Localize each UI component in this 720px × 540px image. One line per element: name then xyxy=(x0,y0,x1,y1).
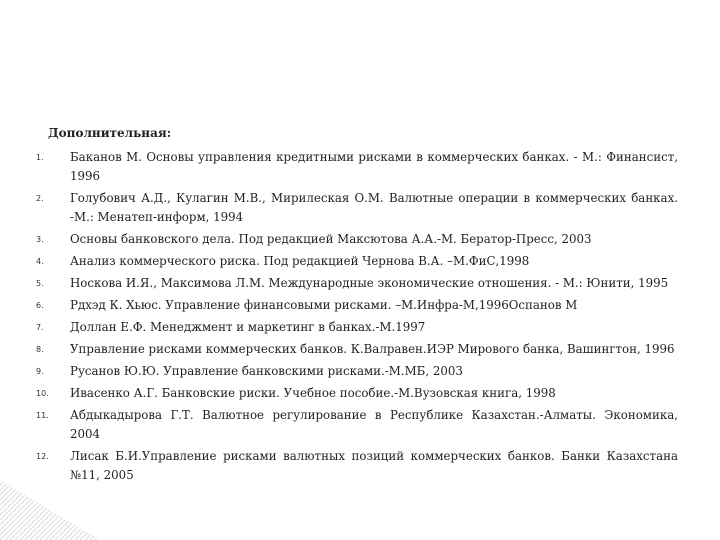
reference-item xyxy=(36,362,678,381)
decorative-corner-pattern xyxy=(0,460,110,540)
pattern-line xyxy=(90,460,110,540)
pattern-line xyxy=(80,460,110,540)
reference-number: 10. xyxy=(36,389,49,398)
reference-item xyxy=(36,318,678,337)
reference-text: Рдхэд К. Хьюс. Управление финансовыми рисками. –М.Инфра-М,1996Оспанов М xyxy=(70,298,578,312)
reference-item xyxy=(36,384,678,403)
pattern-line xyxy=(55,460,110,540)
reference-text: Голубович А.Д., Кулагин М.В., Мирилеская О.М. Валютные операции в коммерческих банках. -М.: Менатеп-информ, 1994 xyxy=(70,191,678,224)
reference-text: Носкова И.Я., Максимова Л.М. Международные экономические отношения. - М.: Юнити, 1995 xyxy=(70,276,669,290)
reference-list xyxy=(36,148,678,485)
reference-text: Анализ коммерческого риска. Под редакцией Чернова В.А. –М.ФиС,1998 xyxy=(70,254,530,268)
reference-item xyxy=(36,230,678,249)
pattern-line xyxy=(50,460,110,540)
reference-item xyxy=(36,274,678,293)
diagonal-lines-icon xyxy=(0,460,110,540)
reference-item xyxy=(36,252,678,271)
reference-item xyxy=(36,447,678,485)
reference-number: 11. xyxy=(36,411,49,420)
reference-text: Лисак Б.И.Управление рисками валютных позиций коммерческих банков. Банки Казахстана №11, 2005 xyxy=(70,449,678,482)
reference-text: Абдыкадырова Г.Т. Валютное регулирование в Республике Казахстан.-Алматы. Экономика, 2004 xyxy=(70,408,678,441)
reference-item xyxy=(36,296,678,315)
reference-number: 7. xyxy=(36,323,44,332)
reference-number: 5. xyxy=(36,279,44,288)
reference-number: 8. xyxy=(36,345,44,354)
pattern-line xyxy=(40,460,110,540)
reference-text: Основы банковского дела. Под редакцией Максютова А.А.-М. Бератор-Пресс, 2003 xyxy=(70,232,592,246)
reference-number: 9. xyxy=(36,367,44,376)
pattern-line xyxy=(0,460,80,540)
reference-item xyxy=(36,406,678,444)
reference-text: Управление рисками коммерческих банков. К.Валравен.ИЭР Мирового банка, Вашингтон, 1996 xyxy=(70,342,675,356)
pattern-line xyxy=(95,460,110,540)
reference-item xyxy=(36,148,678,186)
reference-number: 6. xyxy=(36,301,44,310)
reference-text: Русанов Ю.Ю. Управление банковскими рисками.-М.МБ, 2003 xyxy=(70,364,463,378)
reference-number: 4. xyxy=(36,257,44,266)
pattern-line xyxy=(85,460,110,540)
pattern-line xyxy=(25,460,105,540)
reference-number: 1. xyxy=(36,153,44,162)
pattern-line xyxy=(75,460,110,540)
pattern-line xyxy=(10,460,90,540)
reference-text: Ивасенко А.Г. Банковские риски. Учебное пособие.-М.Вузовская книга, 1998 xyxy=(70,386,556,400)
pattern-line xyxy=(20,460,100,540)
pattern-line xyxy=(100,460,110,540)
references-block xyxy=(36,124,678,488)
reference-text: Доллан Е.Ф. Менеджмент и маркетинг в банках.-М.1997 xyxy=(70,320,426,334)
pattern-line xyxy=(5,460,85,540)
reference-number: 3. xyxy=(36,235,44,244)
reference-number: 2. xyxy=(36,194,44,203)
pattern-line xyxy=(70,460,110,540)
reference-item xyxy=(36,189,678,227)
pattern-line xyxy=(30,460,110,540)
reference-item xyxy=(36,340,678,359)
reference-text: Баканов М. Основы управления кредитными рисками в коммерческих банках. - М.: Финансист, 1996 xyxy=(70,150,678,183)
section-heading: Дополнительная: xyxy=(48,126,172,140)
pattern-line xyxy=(15,460,95,540)
reference-number: 12. xyxy=(36,452,49,461)
pattern-line xyxy=(105,460,110,540)
